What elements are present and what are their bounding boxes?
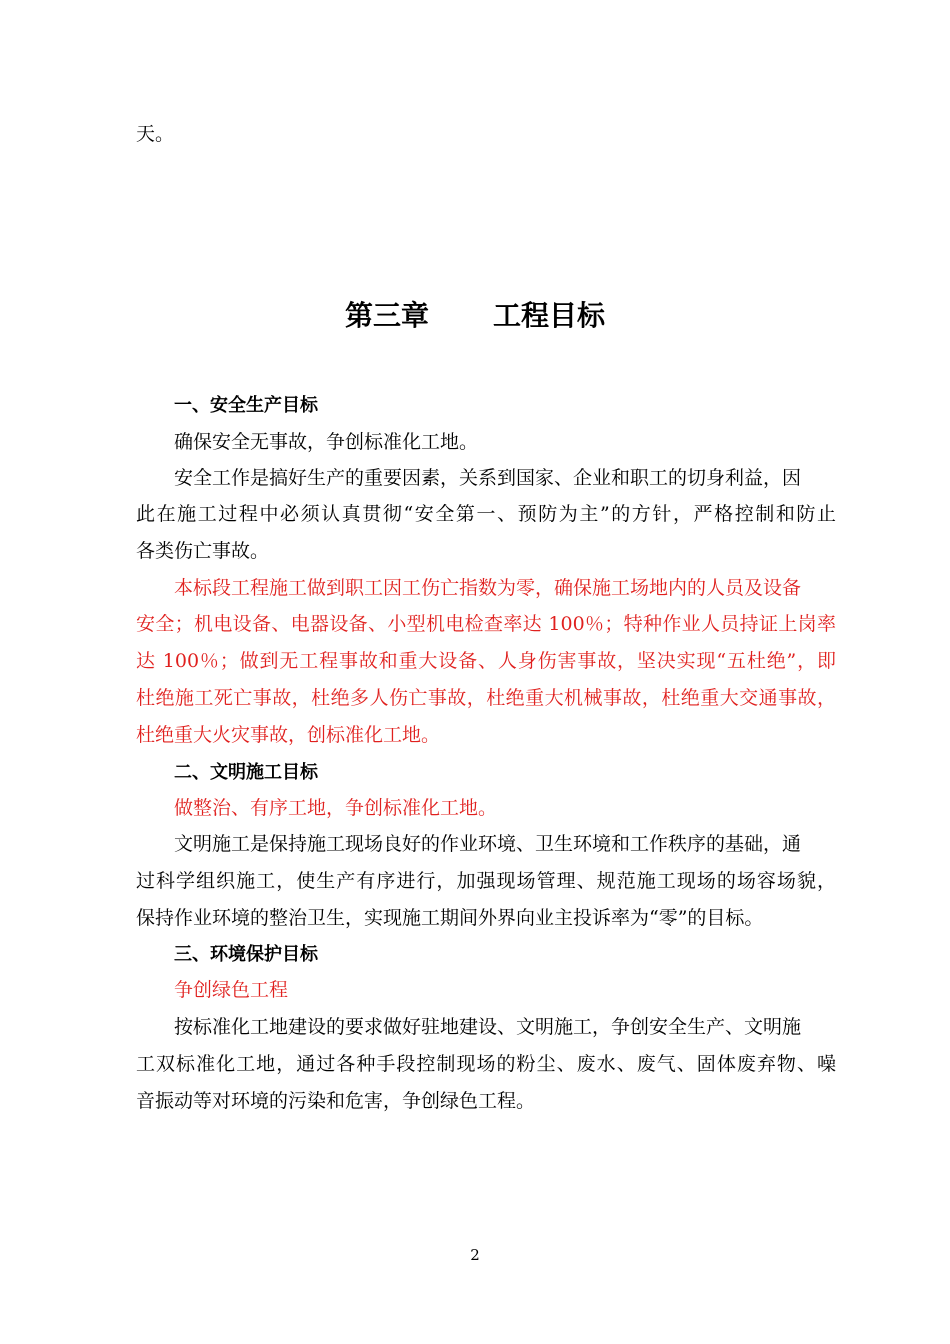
page-number: 2: [470, 1246, 480, 1264]
chapter-number: 第三章: [344, 299, 429, 332]
section-heading-safety: 一、安全生产目标: [174, 395, 318, 416]
highlight-line: 杜绝施工死亡事故，杜绝多人伤亡事故，杜绝重大机械事故，杜绝重大交通事故，: [136, 687, 836, 709]
highlight-line: 杜绝重大火灾事故，创标准化工地。: [136, 724, 441, 746]
highlight-line: 本标段工程施工做到职工因工伤亡指数为零，确保施工场地内的人员及设备: [174, 577, 802, 599]
paragraph-line: 此在施工过程中必须认真贯彻“安全第一、预防为主”的方针，严格控制和防止: [136, 503, 836, 525]
chapter-title: [0, 298, 950, 334]
paragraph-line: 音振动等对环境的污染和危害，争创绿色工程。: [136, 1090, 536, 1112]
chapter-name: 工程目标: [493, 299, 606, 332]
civilized-goal: 做整治、有序工地，争创标准化工地。: [174, 797, 498, 819]
paragraph-line: 过科学组织施工，使生产有序进行，加强现场管理、规范施工现场的场容场貌，: [136, 870, 836, 892]
safety-goal: 确保安全无事故，争创标准化工地。: [174, 431, 479, 453]
paragraph-line: 按标准化工地建设的要求做好驻地建设、文明施工，争创安全生产、文明施: [174, 1016, 802, 1038]
carryover-text: 天。: [136, 123, 175, 145]
paragraph-line: 各类伤亡事故。: [136, 540, 270, 562]
paragraph-line: 安全工作是搞好生产的重要因素，关系到国家、企业和职工的切身利益，因: [174, 467, 802, 489]
section-heading-environment: 三、环境保护目标: [174, 944, 318, 965]
highlight-line: 安全；机电设备、电器设备、小型机电检查率达 100％；特种作业人员持证上岗率: [136, 613, 836, 635]
highlight-line: 达 100％；做到无工程事故和重大设备、人身伤害事故，坚决实现“五杜绝”，即: [136, 650, 836, 672]
environment-goal: 争创绿色工程: [174, 979, 289, 1001]
paragraph-line: 工双标准化工地，通过各种手段控制现场的粉尘、废水、废气、固体废弃物、噪: [136, 1053, 836, 1075]
section-heading-civilized: 二、文明施工目标: [174, 762, 318, 783]
paragraph-line: 保持作业环境的整治卫生，实现施工期间外界向业主投诉率为“零”的目标。: [136, 907, 764, 929]
paragraph-line: 文明施工是保持施工现场良好的作业环境、卫生环境和工作秩序的基础，通: [174, 833, 802, 855]
